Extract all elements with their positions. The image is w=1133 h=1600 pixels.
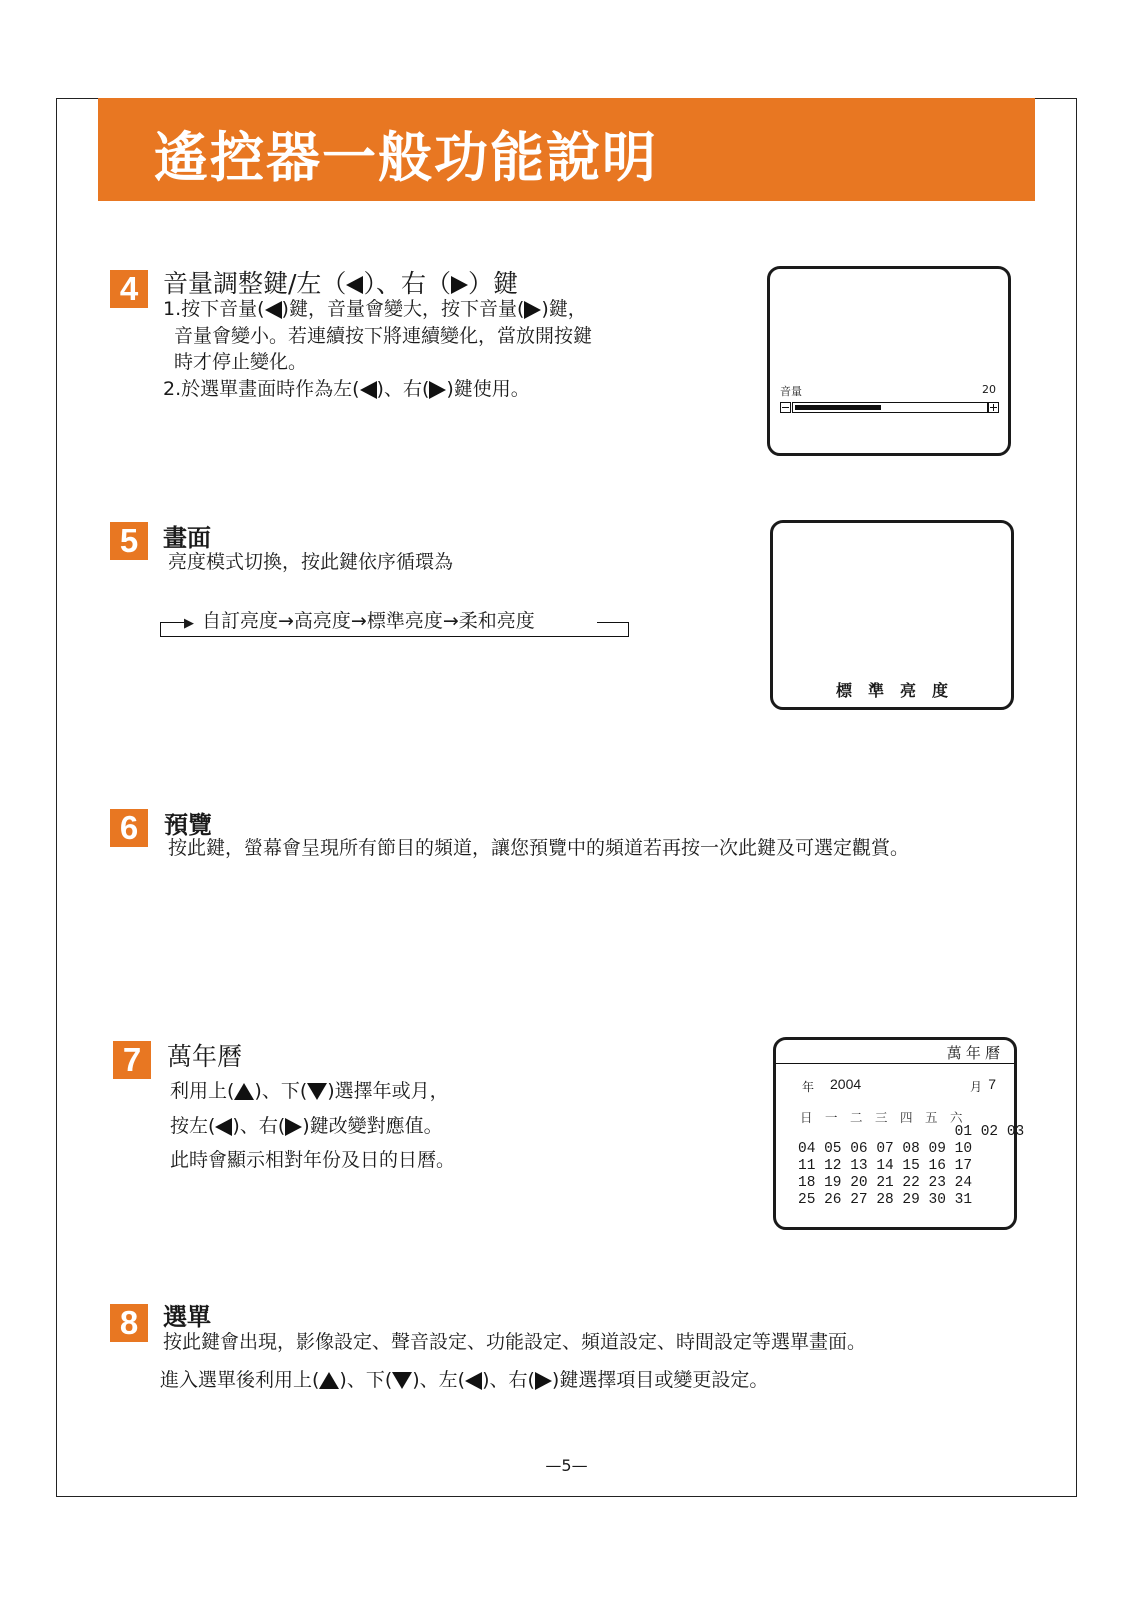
month-value: 7 [988,1076,996,1092]
left-arrow-icon [360,381,377,399]
section-text-line: 進入選單後利用上( )、下( )、左( )、右( )鍵選擇項目或變更設定。 [160,1369,769,1391]
calendar-screen [773,1037,1025,1230]
brightness-cycle: 自訂亮度→高亮度→標準亮度→柔和亮度 [202,610,535,632]
section-text-line: 2.於選單畫面時作為左( )、右( )鍵使用。 [163,378,530,400]
section-title: 選單 [163,1303,211,1331]
section-text-line: 按左( )、右( )鍵改變對應值。 [170,1115,443,1137]
left-arrow-icon [265,301,282,319]
cycle-line-right [597,622,629,623]
year-value: 2004 [830,1076,862,1092]
volume-value: 20 [982,383,996,396]
minus-icon [780,402,791,413]
calendar-title: 萬 年 曆 [946,1045,1000,1062]
brightness-label: 標 準 亮 度 [835,681,948,700]
down-arrow-icon [307,1083,327,1100]
tv-screen-volume [767,266,1011,456]
volume-bar-fill [795,405,881,410]
calendar-week-row: 11 12 13 14 15 16 17 [798,1158,973,1174]
section-text-line: 1.按下音量( )鍵，音量會變大，按下音量( )鍵， [163,298,587,320]
section-text-line: 時才停止變化。 [174,351,308,373]
left-arrow-icon [465,1372,482,1390]
tv-screen-brightness [770,520,1014,710]
section-text-line: 利用上( )、下( )選擇年或月， [170,1080,449,1102]
cycle-line-top [160,622,184,623]
calendar-week-row: 01 02 03 [798,1124,1025,1140]
section-text-line: 按此鍵會出現，影像設定、聲音設定、功能設定、頻道設定、時間設定等選單畫面。 [163,1331,867,1353]
section-text-line: 亮度模式切換，按此鍵依序循環為 [168,551,454,573]
calendar-week-row: 04 05 06 07 08 09 10 [798,1141,973,1157]
calendar-week-row: 25 26 27 28 29 30 31 [798,1192,973,1208]
section-number-badge: 6 [110,809,148,847]
left-arrow-icon [346,276,363,294]
page-title: 遙控器一般功能說明 [154,126,658,189]
down-arrow-icon [392,1372,412,1389]
calendar-week-row: 18 19 20 21 22 23 24 [798,1175,973,1191]
plus-icon [988,402,999,413]
cycle-line-left [160,622,161,636]
volume-label: 音量 [780,385,802,398]
section-title: 預覽 [164,811,212,839]
right-arrow-icon [429,381,446,399]
section-number-badge: 8 [110,1304,148,1342]
section-title: 畫面 [163,524,211,552]
volume-bar [792,402,988,413]
cycle-arrow-icon: ▶ [184,616,194,631]
page-number: —5— [545,1456,588,1475]
up-arrow-icon [319,1372,339,1389]
section-number-badge: 4 [110,270,148,308]
right-arrow-icon [524,301,541,319]
calendar-header [776,1040,1014,1064]
right-arrow-icon [535,1372,552,1390]
section-title: 音量調整鍵/左（ ）、右（ ）鍵 [163,269,518,298]
section-text-line: 音量會變小。若連續按下將連續變化，當放開按鍵 [174,325,593,347]
section-text-line: 按此鍵，螢幕會呈現所有節目的頻道，讓您預覽中的頻道若再按一次此鍵及可選定觀賞。 [168,837,910,859]
section-text-line: 此時會顯示相對年份及日的日曆。 [170,1149,456,1171]
cycle-line-right-end [628,622,629,636]
section-title: 萬年曆 [167,1042,243,1071]
left-arrow-icon [215,1118,232,1136]
right-arrow-icon [451,276,468,294]
weekday-header: 日 一 二 三 四 五 六 [800,1111,963,1125]
month-label: 月 [969,1080,982,1094]
year-label: 年 [802,1080,815,1094]
cycle-line-bottom [160,636,629,637]
right-arrow-icon [285,1118,302,1136]
section-number-badge: 5 [110,522,148,560]
section-number-badge: 7 [113,1041,151,1079]
up-arrow-icon [234,1083,254,1100]
